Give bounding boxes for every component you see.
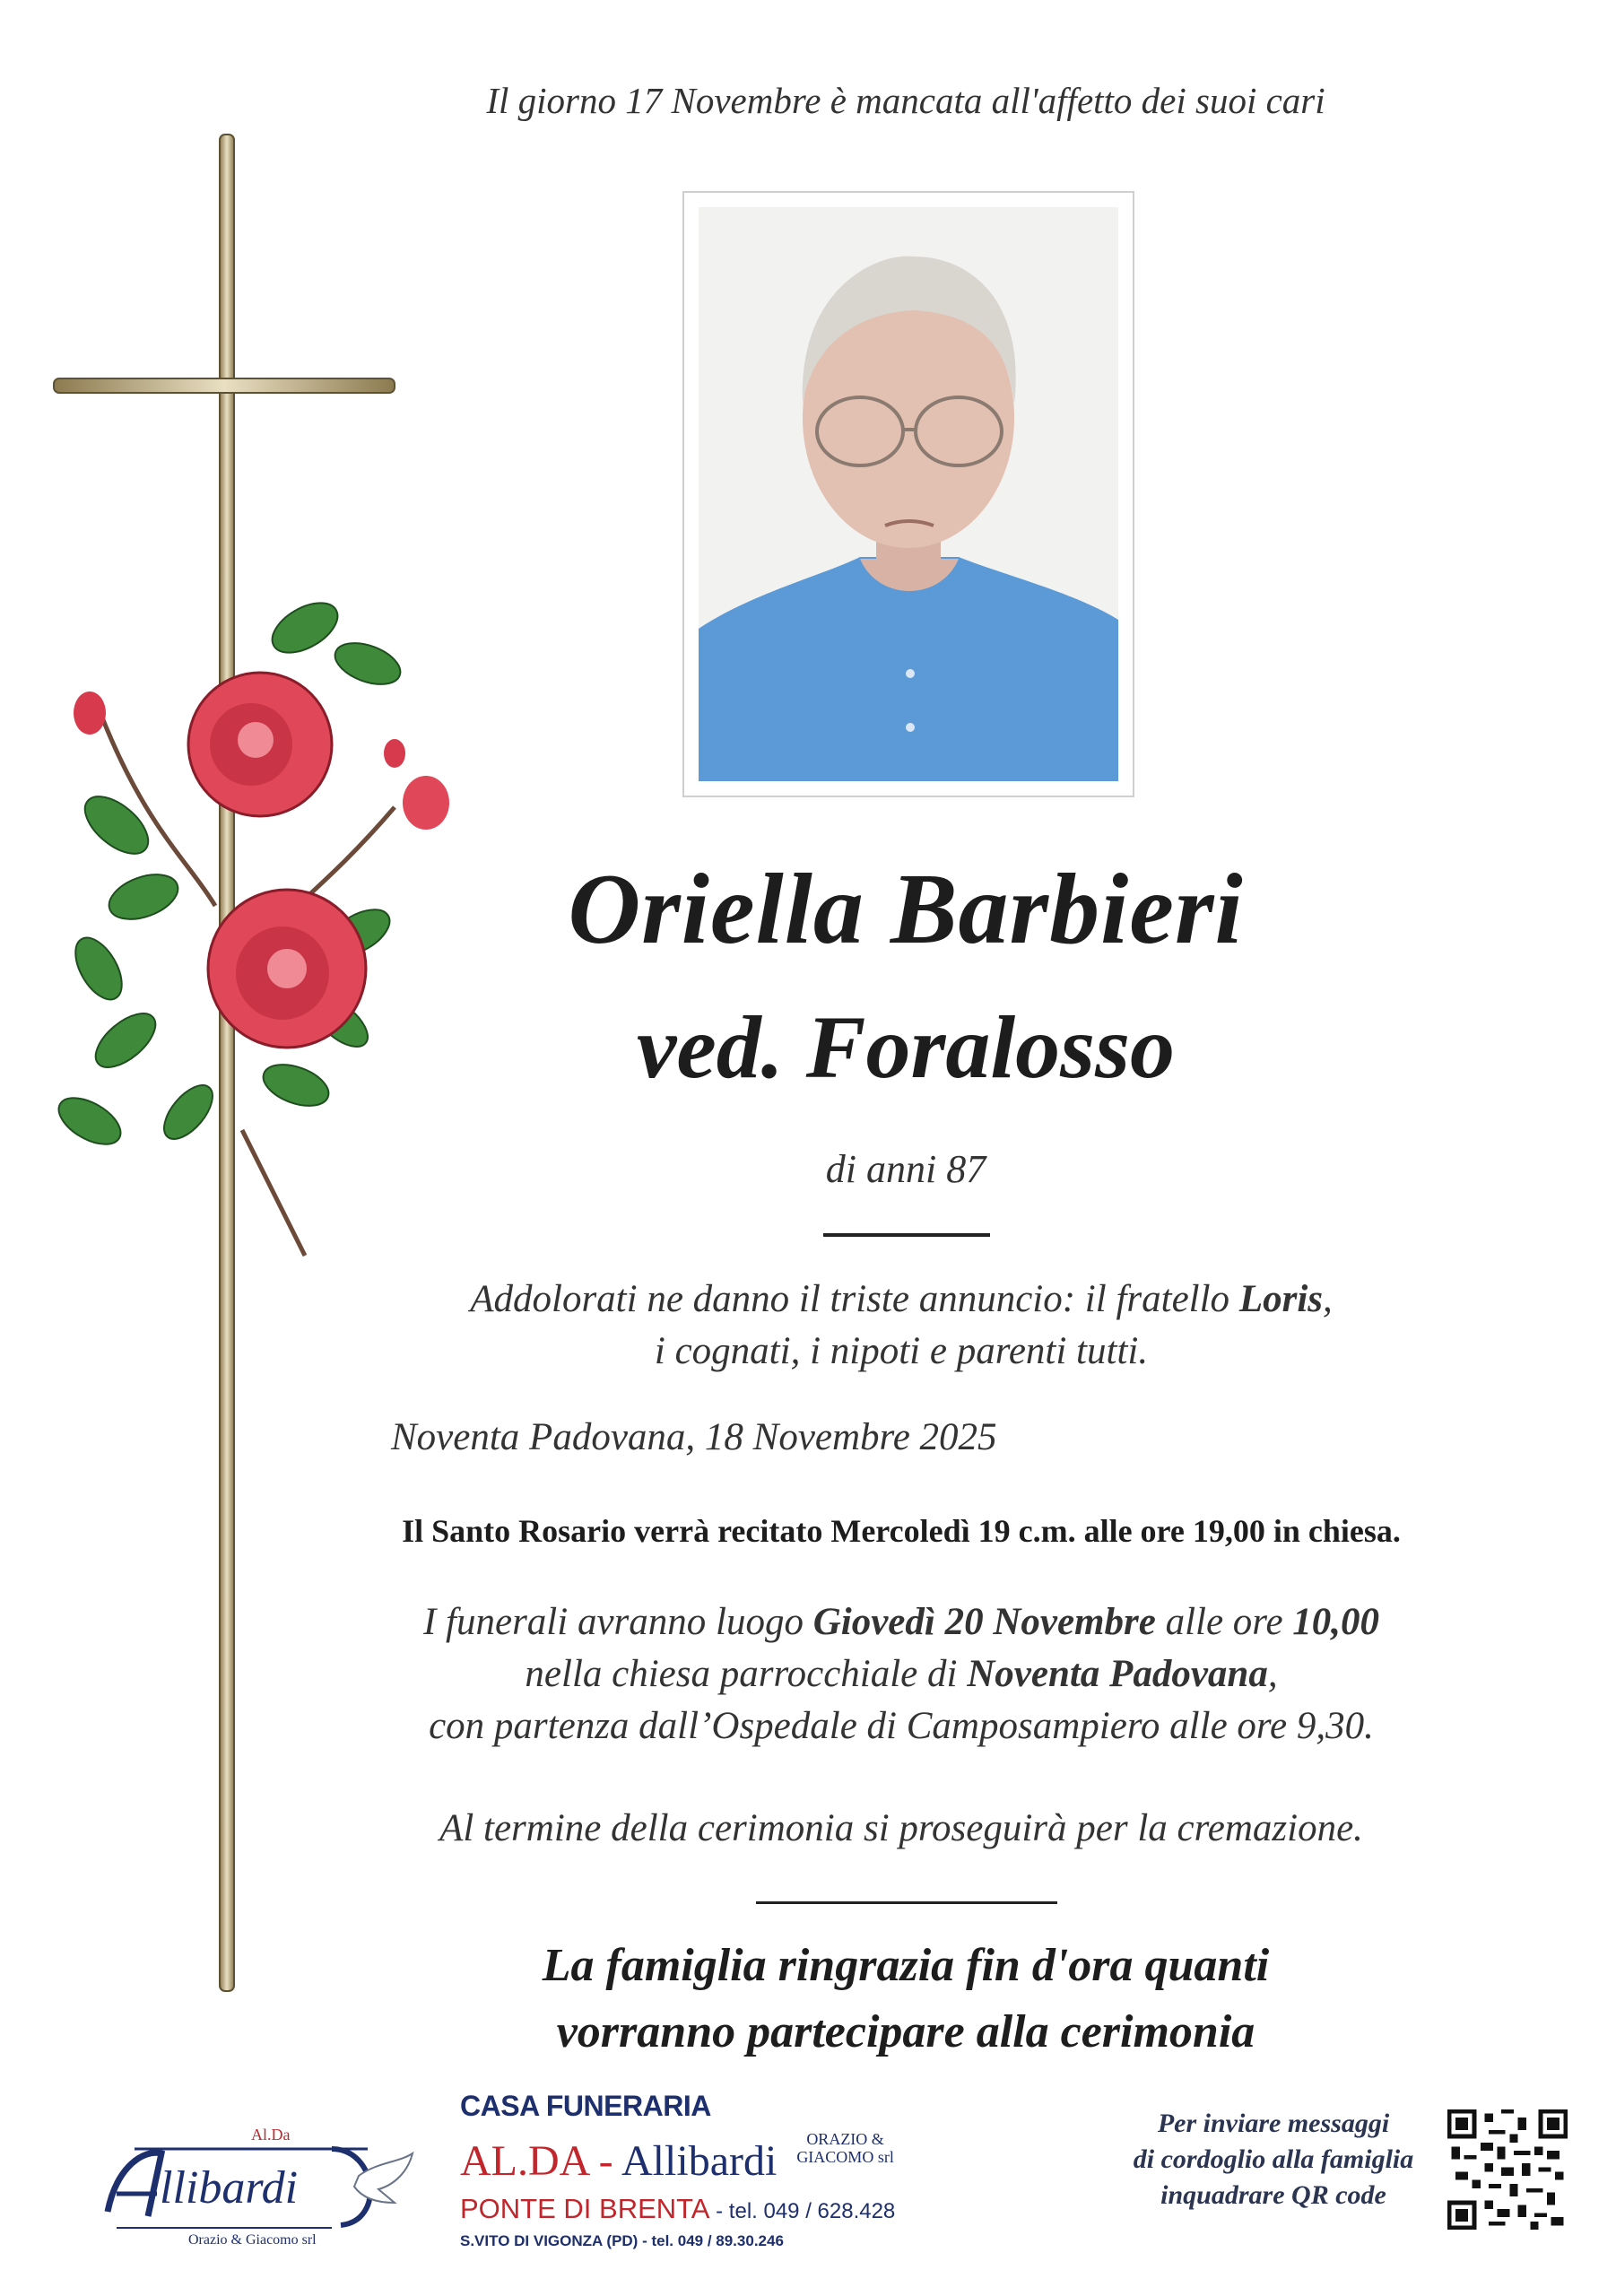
divider-line-bottom bbox=[756, 1901, 1057, 1904]
agency-city: PONTE DI BRENTA bbox=[460, 2193, 710, 2224]
funeral-day: Giovedì 20 Novembre bbox=[812, 1601, 1156, 1643]
announcement-suffix: , bbox=[1323, 1278, 1333, 1320]
allibardi-logo bbox=[99, 2113, 421, 2248]
thanks-line-2: vorranno partecipare alla cerimonia bbox=[556, 2006, 1255, 2057]
qr-instructions bbox=[1090, 2106, 1457, 2213]
qr-line-1: Per inviare messaggi bbox=[1157, 2109, 1390, 2138]
agency-phone: - tel. 049 / 628.428 bbox=[709, 2199, 896, 2223]
agency-name-separator: - bbox=[587, 2137, 622, 2185]
funeral-agency-info bbox=[460, 2090, 980, 2250]
funeral-time: 10,00 bbox=[1292, 1601, 1380, 1643]
funeral-details bbox=[305, 1596, 1498, 1752]
thanks-line-1: La famiglia ringrazia fin d'ora quanti bbox=[542, 1940, 1270, 1991]
logo-brand: llibardi bbox=[160, 2162, 299, 2213]
funeral-church-town: Noventa Padovana bbox=[967, 1653, 1268, 1695]
logo-tagline: Orazio & Giacomo srl bbox=[188, 2232, 317, 2248]
cremation-notice: Al termine della cerimonia si proseguirà per la cremazione. bbox=[439, 1807, 1363, 1849]
deceased-age: di anni 87 bbox=[825, 1147, 986, 1191]
agency-subtitle bbox=[796, 2130, 894, 2166]
agency-sub-line1: ORAZIO & bbox=[806, 2130, 884, 2148]
qr-line-3: inquadrare QR code bbox=[1160, 2180, 1386, 2210]
rosary-notice: Il Santo Rosario verrà recitato Mercoledì 19 c.m. alle ore 19,00 in chiesa. bbox=[402, 1513, 1401, 1549]
announcement-prefix: Addolorati ne danno il triste annuncio: il fratello bbox=[470, 1278, 1239, 1320]
portrait-illustration bbox=[699, 207, 1118, 781]
place-date: Noventa Padovana, 18 Novembre 2025 bbox=[391, 1416, 997, 1458]
cross-horizontal-beam bbox=[54, 378, 395, 393]
qr-code-icon[interactable] bbox=[1447, 2109, 1568, 2230]
intro-text: Il giorno 17 Novembre è mancata all'affetto dei suoi cari bbox=[486, 80, 1325, 121]
funeral-text-2: alle ore bbox=[1155, 1601, 1293, 1643]
funeral-text-3: nella chiesa parrocchiale di bbox=[525, 1653, 968, 1695]
announcement-line2: i cognati, i nipoti e parenti tutti. bbox=[654, 1330, 1149, 1372]
logo-small-top: Al.Da bbox=[251, 2126, 291, 2144]
agency-secondary-office: S.VITO DI VIGONZA (PD) - tel. 049 / 89.30.246 bbox=[460, 2232, 784, 2249]
brother-name: Loris bbox=[1238, 1278, 1323, 1320]
funeral-departure: con partenza dall’Ospedale di Camposampiero alle ore 9,30. bbox=[429, 1705, 1374, 1747]
deceased-name: Oriella Barbieri bbox=[568, 854, 1244, 965]
dove-icon bbox=[354, 2153, 413, 2203]
agency-name bbox=[460, 2130, 980, 2186]
cross-vertical-beam bbox=[220, 135, 234, 1991]
agency-kicker: CASA FUNERARIA bbox=[460, 2090, 711, 2122]
agency-name-blue: Allibardi bbox=[621, 2137, 778, 2185]
agency-name-red: AL.DA bbox=[460, 2137, 588, 2185]
funeral-text-1: I funerali avranno luogo bbox=[422, 1601, 813, 1643]
funeral-text-4: , bbox=[1267, 1653, 1278, 1695]
portrait-photo bbox=[699, 207, 1118, 781]
announcement-text bbox=[305, 1274, 1498, 1378]
agency-location bbox=[460, 2193, 980, 2225]
divider-line bbox=[823, 1233, 990, 1237]
qr-line-2: di cordoglio alla famiglia bbox=[1133, 2144, 1414, 2174]
deceased-widow-of: ved. Foralosso bbox=[637, 997, 1175, 1097]
portrait-photo-frame bbox=[682, 191, 1134, 797]
family-thanks bbox=[386, 1933, 1426, 2066]
agency-sub-line2: GIACOMO srl bbox=[796, 2148, 894, 2166]
